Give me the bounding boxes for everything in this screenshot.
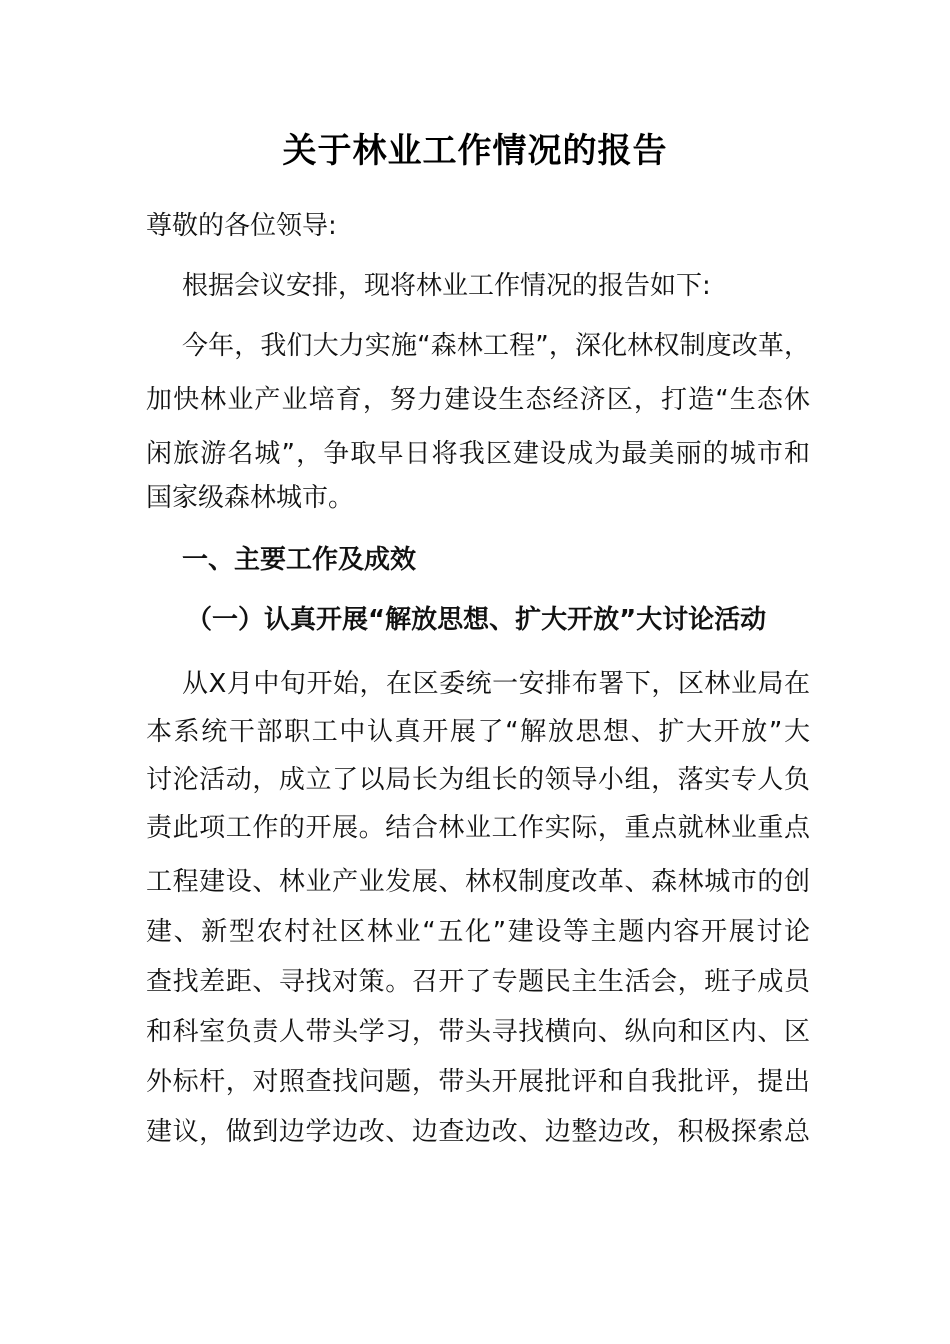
paragraph-line: 外标杆，对照查找问题，带头开展批评和自我批评，提出 <box>146 1067 810 1097</box>
paragraph-line: 和科室负责人带头学习，带头寻找横向、纵向和区内、区 <box>146 1017 810 1047</box>
paragraph-line: 建议，做到边学边改、边查边改、边整边改，积极探索总 <box>146 1117 810 1147</box>
paragraph-line: 今年，我们大力实施“森林工程”，深化林权制度改革， <box>182 331 810 361</box>
salutation: 尊敬的各位领导: <box>146 211 337 241</box>
paragraph-line: 建、新型农村社区林业“五化”建设等主题内容开展讨论 <box>146 917 810 947</box>
paragraph-line: 加快林业产业培育，努力建设生态经济区，打造“生态休 <box>146 385 810 415</box>
paragraph-line: 从X月中旬开始，在区委统一安排布署下，区林业局在 <box>182 669 810 699</box>
document-title: 关于林业工作情况的报告 <box>282 131 668 171</box>
paragraph-line: 工程建设、林业产业发展、林权制度改革、森林城市的创 <box>146 867 810 897</box>
paragraph-line: 国家级森林城市。 <box>146 483 355 513</box>
paragraph-line: 责此项工作的开展。结合林业工作实际，重点就林业重点 <box>146 813 810 843</box>
section-heading: 一、主要工作及成效 <box>182 545 417 575</box>
paragraph-line: 查找差距、寻找对策。召开了专题民主生活会，班子成员 <box>146 967 810 997</box>
paragraph-line: 讨沦活动，成立了以局长为组长的领导小组，落实专人负 <box>146 765 810 795</box>
intro-paragraph: 根据会议安排，现将林业工作情况的报告如下: <box>182 271 711 301</box>
subsection-heading: （一）认真开展“解放思想、扩大开放”大讨论活动 <box>186 605 767 635</box>
paragraph-line: 本系统干部职工中认真开展了“解放思想、扩大开放”大 <box>146 717 810 747</box>
paragraph-line: 闲旅游名城”，争取早日将我区建设成为最美丽的城市和 <box>146 439 810 469</box>
